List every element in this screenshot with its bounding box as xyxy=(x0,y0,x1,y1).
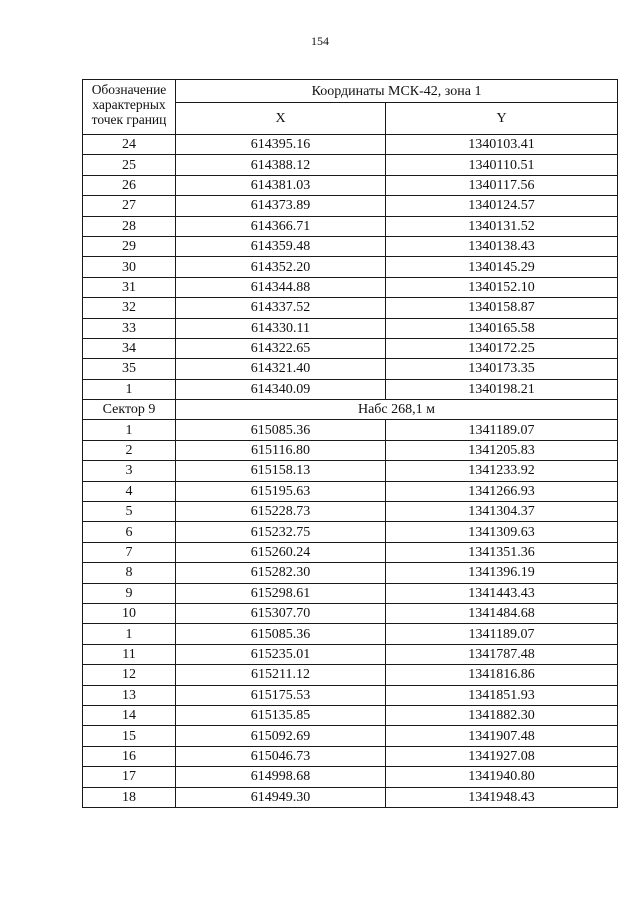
y-coordinate-cell: 1341907.48 xyxy=(386,726,618,746)
y-coordinate-cell: 1341189.07 xyxy=(386,420,618,440)
table-row xyxy=(83,461,618,481)
table-row xyxy=(83,420,618,440)
x-coordinate-cell: 614340.09 xyxy=(176,379,386,399)
y-coordinate-cell: 1341205.83 xyxy=(386,440,618,460)
table-header-row xyxy=(83,80,618,103)
point-number-cell: 1 xyxy=(83,420,176,440)
y-coordinate-cell: 1341882.30 xyxy=(386,705,618,725)
x-coordinate-cell: 614321.40 xyxy=(176,359,386,379)
x-coordinate-cell: 614381.03 xyxy=(176,175,386,195)
y-coordinate-cell: 1340152.10 xyxy=(386,277,618,297)
x-coordinate-cell: 614330.11 xyxy=(176,318,386,338)
y-coordinate-cell: 1340198.21 xyxy=(386,379,618,399)
point-number-cell: 7 xyxy=(83,542,176,562)
x-coordinate-cell: 615116.80 xyxy=(176,440,386,460)
y-coordinate-cell: 1340138.43 xyxy=(386,236,618,256)
table-row xyxy=(83,583,618,603)
point-number-cell: 14 xyxy=(83,705,176,725)
table-row xyxy=(83,502,618,522)
x-coordinate-cell: 614373.89 xyxy=(176,196,386,216)
point-number-cell: 26 xyxy=(83,175,176,195)
point-number-cell: 11 xyxy=(83,644,176,664)
page-number: 154 xyxy=(311,34,329,48)
coordinates-system-header: Координаты МСК-42, зона 1 xyxy=(176,80,618,103)
table-row xyxy=(83,440,618,460)
point-number-cell: 2 xyxy=(83,440,176,460)
point-number-cell: 1 xyxy=(83,379,176,399)
coordinates-table-body xyxy=(83,80,618,808)
table-row xyxy=(83,522,618,542)
sector-row xyxy=(83,400,618,420)
y-coordinate-cell: 1341266.93 xyxy=(386,481,618,501)
coordinates-table xyxy=(82,79,618,808)
point-number-cell: 18 xyxy=(83,787,176,807)
table-row xyxy=(83,318,618,338)
table-row xyxy=(83,644,618,664)
table-row xyxy=(83,257,618,277)
x-coordinate-cell: 615282.30 xyxy=(176,563,386,583)
point-number-cell: 3 xyxy=(83,461,176,481)
table-row xyxy=(83,542,618,562)
point-number-cell: 9 xyxy=(83,583,176,603)
point-number-cell: 25 xyxy=(83,155,176,175)
table-row xyxy=(83,481,618,501)
y-coordinate-cell: 1340173.35 xyxy=(386,359,618,379)
y-coordinate-cell: 1340158.87 xyxy=(386,298,618,318)
table-row xyxy=(83,298,618,318)
y-coordinate-cell: 1341927.08 xyxy=(386,746,618,766)
x-coordinate-cell: 615260.24 xyxy=(176,542,386,562)
y-coordinate-cell: 1341443.43 xyxy=(386,583,618,603)
table-row xyxy=(83,767,618,787)
y-coordinate-cell: 1340165.58 xyxy=(386,318,618,338)
table-row xyxy=(83,155,618,175)
x-coordinate-cell: 615298.61 xyxy=(176,583,386,603)
x-coordinate-cell: 615195.63 xyxy=(176,481,386,501)
y-coordinate-cell: 1341351.36 xyxy=(386,542,618,562)
table-row xyxy=(83,705,618,725)
x-coordinate-cell: 614366.71 xyxy=(176,216,386,236)
point-number-cell: 4 xyxy=(83,481,176,501)
table-row xyxy=(83,665,618,685)
sector-height-cell: Набс 268,1 м xyxy=(176,400,618,420)
table-row xyxy=(83,338,618,358)
y-coordinate-cell: 1341851.93 xyxy=(386,685,618,705)
table-row xyxy=(83,359,618,379)
point-number-cell: 15 xyxy=(83,726,176,746)
table-row xyxy=(83,216,618,236)
y-coordinate-cell: 1341484.68 xyxy=(386,603,618,623)
table-row xyxy=(83,135,618,155)
point-number-cell: 17 xyxy=(83,767,176,787)
y-coordinate-cell: 1340124.57 xyxy=(386,196,618,216)
x-coordinate-cell: 614344.88 xyxy=(176,277,386,297)
table-row xyxy=(83,685,618,705)
table-row xyxy=(83,787,618,807)
table-row xyxy=(83,563,618,583)
x-coordinate-cell: 615046.73 xyxy=(176,746,386,766)
y-coordinate-cell: 1340110.51 xyxy=(386,155,618,175)
point-number-cell: 27 xyxy=(83,196,176,216)
y-coordinate-cell: 1341309.63 xyxy=(386,522,618,542)
x-coordinate-cell: 614352.20 xyxy=(176,257,386,277)
point-number-cell: 34 xyxy=(83,338,176,358)
table-row xyxy=(83,236,618,256)
x-coordinate-cell: 614388.12 xyxy=(176,155,386,175)
y-coordinate-cell: 1341787.48 xyxy=(386,644,618,664)
y-coordinate-cell: 1341189.07 xyxy=(386,624,618,644)
x-coordinate-cell: 614322.65 xyxy=(176,338,386,358)
y-coordinate-cell: 1341940.80 xyxy=(386,767,618,787)
table-row xyxy=(83,726,618,746)
x-coordinate-cell: 615211.12 xyxy=(176,665,386,685)
x-coordinate-cell: 615175.53 xyxy=(176,685,386,705)
point-number-cell: 31 xyxy=(83,277,176,297)
y-coordinate-cell: 1340117.56 xyxy=(386,175,618,195)
y-coordinate-cell: 1341816.86 xyxy=(386,665,618,685)
x-coordinate-cell: 615307.70 xyxy=(176,603,386,623)
point-number-cell: 28 xyxy=(83,216,176,236)
x-coordinate-cell: 615085.36 xyxy=(176,624,386,644)
table-row xyxy=(83,277,618,297)
x-coordinate-cell: 615232.75 xyxy=(176,522,386,542)
table-row xyxy=(83,603,618,623)
x-coordinate-cell: 615158.13 xyxy=(176,461,386,481)
table-row xyxy=(83,624,618,644)
point-number-cell: 10 xyxy=(83,603,176,623)
point-number-cell: 29 xyxy=(83,236,176,256)
point-number-cell: 8 xyxy=(83,563,176,583)
x-coordinate-cell: 615085.36 xyxy=(176,420,386,440)
x-column-header: X xyxy=(176,103,386,135)
y-coordinate-cell: 1340145.29 xyxy=(386,257,618,277)
y-coordinate-cell: 1341233.92 xyxy=(386,461,618,481)
x-coordinate-cell: 614337.52 xyxy=(176,298,386,318)
point-number-cell: 16 xyxy=(83,746,176,766)
point-number-cell: 35 xyxy=(83,359,176,379)
x-coordinate-cell: 614359.48 xyxy=(176,236,386,256)
point-number-cell: 5 xyxy=(83,502,176,522)
point-designation-header: Обозначение характерных точек границ xyxy=(83,80,176,135)
point-number-cell: 32 xyxy=(83,298,176,318)
y-coordinate-cell: 1341304.37 xyxy=(386,502,618,522)
x-coordinate-cell: 615092.69 xyxy=(176,726,386,746)
x-coordinate-cell: 614395.16 xyxy=(176,135,386,155)
y-coordinate-cell: 1340131.52 xyxy=(386,216,618,236)
y-coordinate-cell: 1340103.41 xyxy=(386,135,618,155)
x-coordinate-cell: 614949.30 xyxy=(176,787,386,807)
table-row xyxy=(83,196,618,216)
point-number-cell: 30 xyxy=(83,257,176,277)
table-row xyxy=(83,379,618,399)
y-coordinate-cell: 1341396.19 xyxy=(386,563,618,583)
point-number-cell: 12 xyxy=(83,665,176,685)
y-coordinate-cell: 1340172.25 xyxy=(386,338,618,358)
table-row xyxy=(83,746,618,766)
x-coordinate-cell: 614998.68 xyxy=(176,767,386,787)
y-column-header: Y xyxy=(386,103,618,135)
x-coordinate-cell: 615228.73 xyxy=(176,502,386,522)
point-number-cell: 24 xyxy=(83,135,176,155)
y-coordinate-cell: 1341948.43 xyxy=(386,787,618,807)
point-number-cell: 13 xyxy=(83,685,176,705)
point-number-cell: 1 xyxy=(83,624,176,644)
point-number-cell: 6 xyxy=(83,522,176,542)
point-number-cell: 33 xyxy=(83,318,176,338)
sector-label-cell: Сектор 9 xyxy=(83,400,176,420)
table-row xyxy=(83,175,618,195)
x-coordinate-cell: 615235.01 xyxy=(176,644,386,664)
x-coordinate-cell: 615135.85 xyxy=(176,705,386,725)
